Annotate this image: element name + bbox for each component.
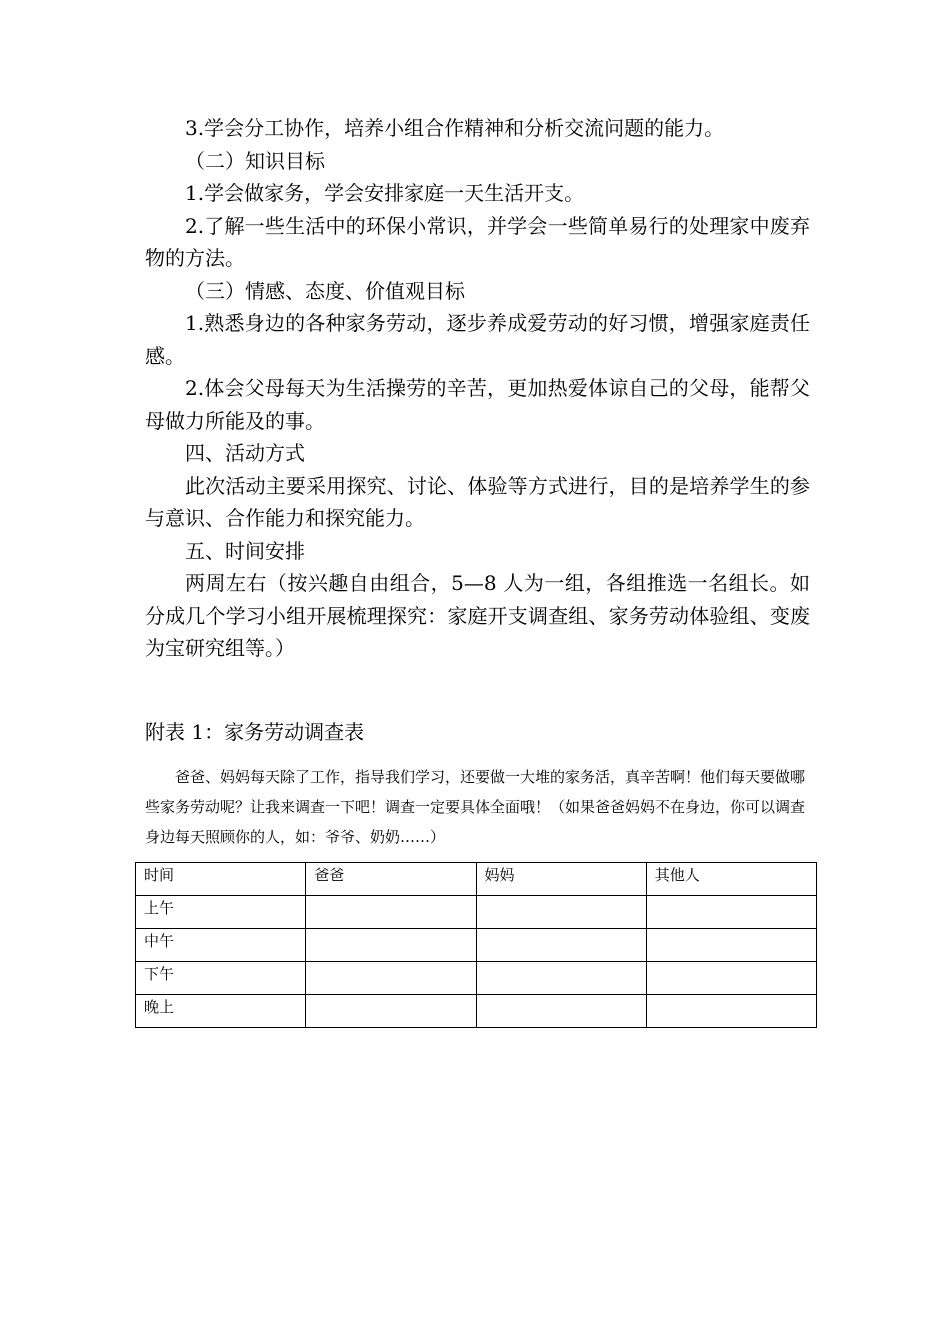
header-others: 其他人 — [646, 863, 816, 896]
table-cell[interactable] — [646, 929, 816, 962]
header-dad: 爸爸 — [306, 863, 476, 896]
header-mom: 妈妈 — [476, 863, 646, 896]
table-cell[interactable] — [646, 962, 816, 995]
paragraph-parents-goal: 2.体会父母每天为生活操劳的辛苦，更加热爱体谅自己的父母，能帮父母做力所能及的事。 — [145, 376, 810, 433]
header-time: 时间 — [136, 863, 306, 896]
heading-knowledge-goals: （二）知识目标 — [185, 148, 325, 173]
table-cell[interactable] — [646, 995, 816, 1028]
table-cell[interactable] — [306, 896, 476, 929]
row-label-morning: 上午 — [136, 896, 306, 929]
table-cell[interactable] — [476, 896, 646, 929]
heading-emotion-goals: （三）情感、态度、价值观目标 — [185, 278, 465, 303]
table-row — [136, 896, 817, 929]
table-row — [136, 995, 817, 1028]
paragraph-activity-method: 此次活动主要采用探究、讨论、体验等方式进行，目的是培养学生的参与意识、合作能力和探究能力。 — [145, 473, 810, 530]
table-cell[interactable] — [306, 929, 476, 962]
table-row — [136, 929, 817, 962]
heading-schedule: 五、时间安排 — [185, 538, 305, 563]
paragraph-collaboration-goal: 3.学会分工协作，培养小组合作精神和分析交流问题的能力。 — [185, 116, 725, 140]
table-cell[interactable] — [476, 995, 646, 1028]
paragraph-housework-goal: 1.学会做家务，学会安排家庭一天生活开支。 — [185, 181, 585, 205]
table-row — [136, 962, 817, 995]
appendix-intro: 爸爸、妈妈每天除了工作，指导我们学习，还要做一大堆的家务活，真辛苦啊！他们每天要做哪些家务劳动呢？让我来调查一下吧！调查一定要具体全面哦！（如果爸爸妈妈不在身边，你可以调查身边每天照顾你的人，如：爷爷、奶奶……） — [145, 768, 806, 846]
table-header-row — [136, 863, 817, 896]
paragraph-schedule: 两周左右（按兴趣自由组合，5—8 人为一组，各组推选一名组长。如分成几个学习小组开展梳理探究：家庭开支调查组、家务劳动体验组、变废为宝研究组等。） — [145, 571, 810, 660]
table-cell[interactable] — [476, 929, 646, 962]
row-label-evening: 晚上 — [136, 995, 306, 1028]
appendix-title: 附表 1：家务劳动调查表 — [145, 720, 365, 744]
table-cell[interactable] — [476, 962, 646, 995]
paragraph-responsibility-goal: 1.熟悉身边的各种家务劳动，逐步养成爱劳动的好习惯，增强家庭责任感。 — [145, 311, 810, 368]
row-label-afternoon: 下午 — [136, 962, 306, 995]
paragraph-environment-goal: 2.了解一些生活中的环保小常识，并学会一些简单易行的处理家中废弃物的方法。 — [145, 213, 810, 270]
row-label-noon: 中午 — [136, 929, 306, 962]
table-cell[interactable] — [646, 896, 816, 929]
body-text — [145, 112, 810, 665]
table-cell[interactable] — [306, 995, 476, 1028]
heading-activity-method: 四、活动方式 — [185, 441, 305, 465]
housework-survey-table — [135, 862, 817, 1028]
table-cell[interactable] — [306, 962, 476, 995]
